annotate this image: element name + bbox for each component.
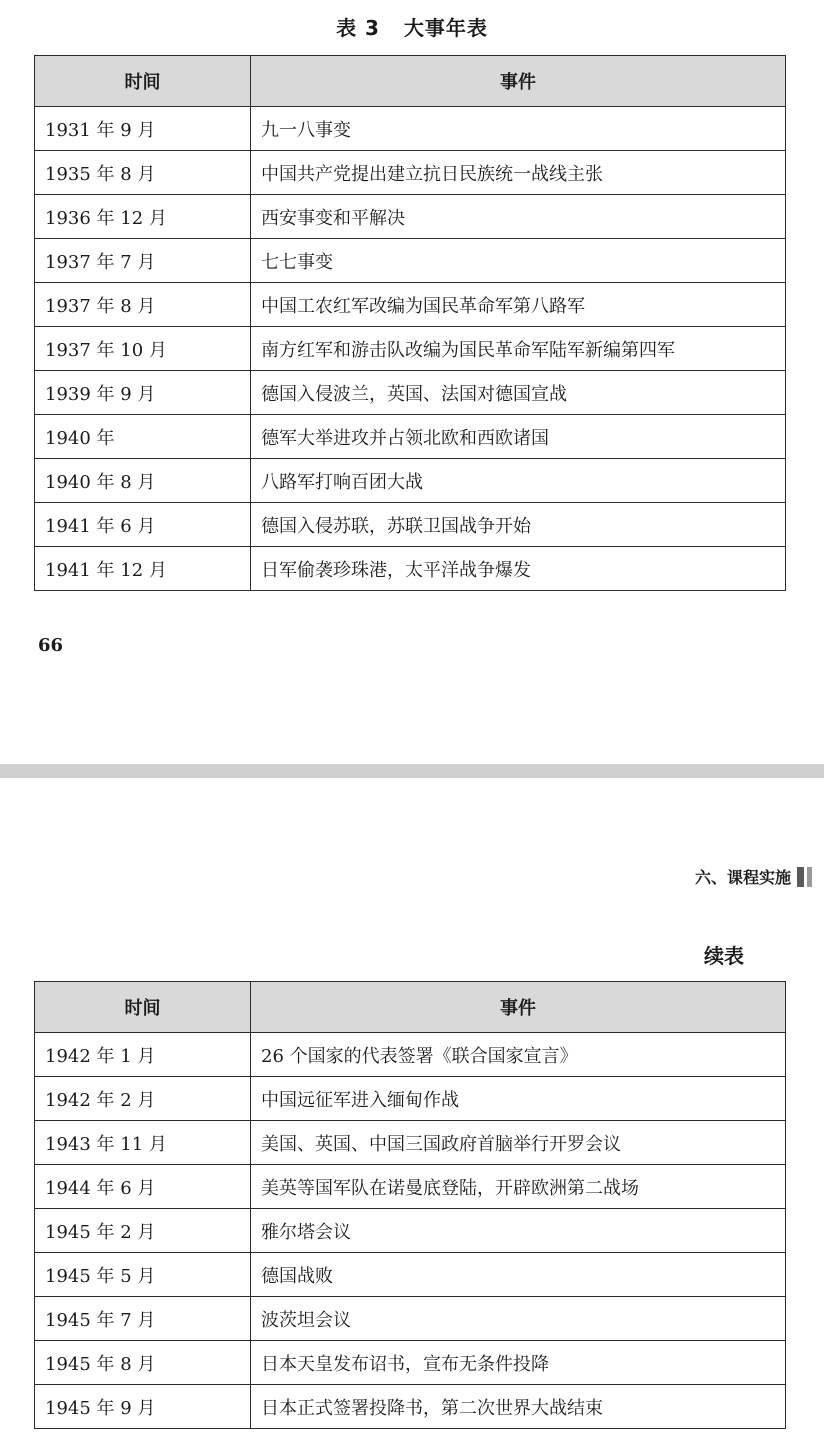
- cell-time: 1931 年 9 月: [35, 107, 251, 151]
- table-row: [35, 1341, 786, 1385]
- table-header-row: [35, 56, 786, 107]
- cell-event: 德国入侵波兰，英国、法国对德国宣战: [251, 371, 786, 415]
- cell-event: 中国工农红军改编为国民革命军第八路军: [251, 283, 786, 327]
- page-divider: [0, 764, 824, 778]
- cell-event: 波茨坦会议: [251, 1297, 786, 1341]
- header-event: 事件: [251, 56, 786, 107]
- table-row: [35, 415, 786, 459]
- table-row: [35, 107, 786, 151]
- cell-event: 德军大举进攻并占领北欧和西欧诸国: [251, 415, 786, 459]
- cell-time: 1943 年 11 月: [35, 1121, 251, 1165]
- cell-event: 中国远征军进入缅甸作战: [251, 1077, 786, 1121]
- header-event: 事件: [251, 982, 786, 1033]
- page-67: [0, 778, 824, 1452]
- cell-event: 中国共产党提出建立抗日民族统一战线主张: [251, 151, 786, 195]
- continued-label: 续表: [704, 944, 744, 968]
- cell-time: 1945 年 5 月: [35, 1253, 251, 1297]
- cell-time: 1945 年 7 月: [35, 1297, 251, 1341]
- cell-event: 德国战败: [251, 1253, 786, 1297]
- table-row: [35, 547, 786, 591]
- table-row: [35, 1297, 786, 1341]
- cell-time: 1940 年: [35, 415, 251, 459]
- cell-time: 1945 年 8 月: [35, 1341, 251, 1385]
- running-header: [695, 865, 812, 888]
- cell-event: 日军偷袭珍珠港，太平洋战争爆发: [251, 547, 786, 591]
- cell-event: 美英等国军队在诺曼底登陆，开辟欧洲第二战场: [251, 1165, 786, 1209]
- cell-time: 1941 年 12 月: [35, 547, 251, 591]
- cell-event: 西安事变和平解决: [251, 195, 786, 239]
- cell-event: 美国、英国、中国三国政府首脑举行开罗会议: [251, 1121, 786, 1165]
- cell-time: 1945 年 9 月: [35, 1385, 251, 1429]
- table-row: [35, 327, 786, 371]
- cell-event: 日本正式签署投降书，第二次世界大战结束: [251, 1385, 786, 1429]
- cell-time: 1941 年 6 月: [35, 503, 251, 547]
- cell-event: 南方红军和游击队改编为国民革命军陆军新编第四军: [251, 327, 786, 371]
- cell-time: 1937 年 10 月: [35, 327, 251, 371]
- cell-time: 1937 年 7 月: [35, 239, 251, 283]
- cell-time: 1935 年 8 月: [35, 151, 251, 195]
- table-row: [35, 283, 786, 327]
- table-row: [35, 1077, 786, 1121]
- cell-time: 1942 年 1 月: [35, 1033, 251, 1077]
- cell-event: 九一八事变: [251, 107, 786, 151]
- table-title: [0, 12, 824, 41]
- cell-time: 1937 年 8 月: [35, 283, 251, 327]
- table-row: [35, 1165, 786, 1209]
- table-row: [35, 371, 786, 415]
- table-row: [35, 1385, 786, 1429]
- table-number: 表 3: [336, 16, 380, 40]
- cell-time: 1942 年 2 月: [35, 1077, 251, 1121]
- header-time: 时间: [35, 982, 251, 1033]
- header-time: 时间: [35, 56, 251, 107]
- cell-time: 1936 年 12 月: [35, 195, 251, 239]
- chronology-table: [34, 55, 786, 591]
- table-caption: 大事年表: [403, 16, 488, 40]
- cell-time: 1940 年 8 月: [35, 459, 251, 503]
- cell-event: 八路军打响百团大战: [251, 459, 786, 503]
- table-row: [35, 503, 786, 547]
- cell-time: 1944 年 6 月: [35, 1165, 251, 1209]
- chronology-table-continued: [34, 981, 786, 1429]
- cell-event: 日本天皇发布诏书，宣布无条件投降: [251, 1341, 786, 1385]
- cell-event: 雅尔塔会议: [251, 1209, 786, 1253]
- table-row: [35, 195, 786, 239]
- table-row: [35, 239, 786, 283]
- table-row: [35, 1033, 786, 1077]
- cell-time: 1939 年 9 月: [35, 371, 251, 415]
- table-row: [35, 1209, 786, 1253]
- cell-event: 德国入侵苏联，苏联卫国战争开始: [251, 503, 786, 547]
- page-number: 66: [38, 635, 64, 656]
- table-row: [35, 1121, 786, 1165]
- table-row: [35, 459, 786, 503]
- table-row: [35, 1253, 786, 1297]
- header-bars-icon: [797, 867, 812, 887]
- table-row: [35, 151, 786, 195]
- cell-event: 七七事变: [251, 239, 786, 283]
- table-header-row: [35, 982, 786, 1033]
- cell-time: 1945 年 2 月: [35, 1209, 251, 1253]
- cell-event: 26 个国家的代表签署《联合国家宣言》: [251, 1033, 786, 1077]
- running-header-text: 六、课程实施: [694, 868, 791, 887]
